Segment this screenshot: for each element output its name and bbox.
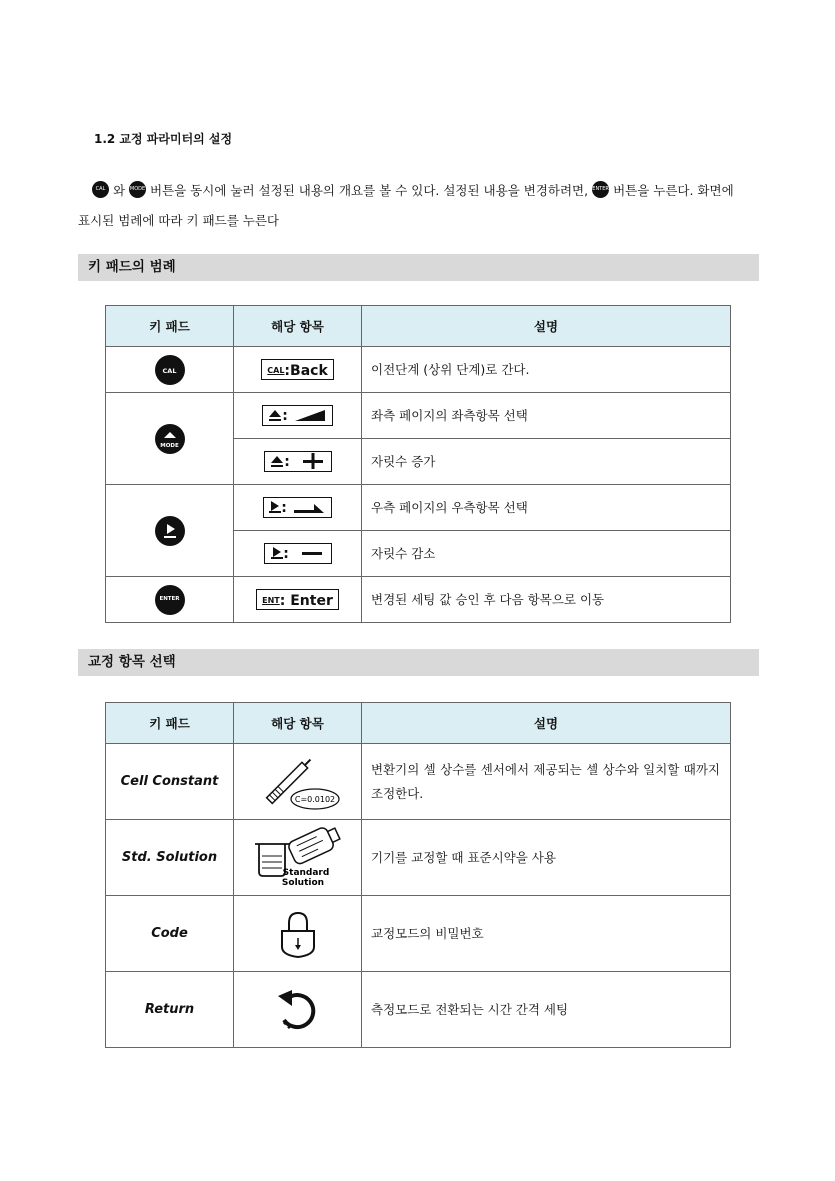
table-row: [106, 347, 731, 393]
icon-cell: [234, 972, 362, 1048]
intro-text-1: 와: [112, 183, 126, 198]
icon-cell: [234, 744, 362, 820]
table-row: [106, 896, 731, 972]
section-heading: 1.2 교정 파라미터의 설정: [94, 132, 233, 146]
header-item: 해당 항목: [234, 703, 362, 744]
mode-key-icon: MODE: [155, 424, 185, 454]
beaker-icon: [251, 826, 345, 890]
svg-text:Standard: Standard: [282, 867, 329, 878]
keypad-legend-table: [105, 305, 731, 623]
keypad-cell: [106, 577, 234, 623]
desc-cell: 측정모드로 전환되는 시간 간격 세팅: [362, 972, 731, 1048]
lcd-left-select: :: [262, 405, 332, 426]
lcd-increase: :: [264, 451, 332, 472]
desc-cell: 교정모드의 비밀번호: [362, 896, 731, 972]
calibration-items-table: [105, 702, 731, 1048]
probe-icon: [255, 751, 341, 813]
desc-cell: 변환기의 셀 상수를 센서에서 제공되는 셀 상수와 일치할 때까지 조정한다.: [362, 744, 731, 820]
header-desc: 설명: [362, 306, 731, 347]
intro-paragraph: [78, 176, 740, 236]
cal-button-icon: CAL: [92, 181, 109, 198]
desc-cell: 이전단계 (상위 단계)로 간다.: [362, 347, 731, 393]
item-name-cell: Return: [106, 972, 234, 1048]
desc-cell: 변경된 세팅 값 승인 후 다음 항목으로 이동: [362, 577, 731, 623]
minus-icon: [300, 545, 324, 561]
mode-button-icon: MODE: [129, 181, 146, 198]
item-name-cell: Code: [106, 896, 234, 972]
lcd-cell: [234, 439, 362, 485]
right-key-icon: [155, 516, 185, 546]
section-title-keypad-legend: 키 패드의 범례: [78, 254, 759, 281]
plus-icon: [301, 453, 325, 469]
lcd-enter-label: ENT: Enter: [256, 589, 339, 610]
desc-cell: 좌측 페이지의 좌측항목 선택: [362, 393, 731, 439]
intro-text-2: 버튼을 동시에 눌러 설정된 내용의 개요를 볼 수 있다. 설정된 내용을 변경하려면,: [150, 183, 589, 198]
lcd-back-label: CAL:Back: [261, 359, 334, 380]
cal-key-icon: CAL: [155, 355, 185, 385]
lcd-cell: [234, 393, 362, 439]
header-desc: 설명: [362, 703, 731, 744]
lcd-decrease: :: [264, 543, 332, 564]
svg-text:Solution: Solution: [281, 877, 324, 888]
keypad-cell: [106, 485, 234, 577]
desc-cell: 자릿수 증가: [362, 439, 731, 485]
table-header-row: [106, 703, 731, 744]
lcd-cell: [234, 347, 362, 393]
enter-key-icon: ENTER: [155, 585, 185, 615]
svg-text:C=0.0102: C=0.0102: [294, 794, 335, 804]
intro-text-3: 버튼을 누른다. 화면에 표시된 범례에 따라 키 패드를 누른다: [78, 183, 734, 228]
item-name-cell: Cell Constant: [106, 744, 234, 820]
keypad-cell: [106, 347, 234, 393]
header-item: 해당 항목: [234, 306, 362, 347]
table-header-row: [106, 306, 731, 347]
lcd-cell: [234, 577, 362, 623]
header-keypad: 키 패드: [106, 703, 234, 744]
lcd-cell: [234, 531, 362, 577]
table-row: [106, 744, 731, 820]
lcd-right-select: :: [263, 497, 331, 518]
lock-icon: [278, 909, 318, 959]
keypad-cell: [106, 393, 234, 485]
icon-cell: [234, 820, 362, 896]
table-row: [106, 577, 731, 623]
left-ramp-icon: [293, 408, 327, 422]
table-row: [106, 485, 731, 531]
enter-button-icon: ENTER: [592, 181, 609, 198]
right-ramp-icon: [292, 500, 326, 514]
desc-cell: 기기를 교정할 때 표준시약을 사용: [362, 820, 731, 896]
desc-cell: 우측 페이지의 우측항목 선택: [362, 485, 731, 531]
lcd-cell: [234, 485, 362, 531]
desc-cell: 자릿수 감소: [362, 531, 731, 577]
item-name-cell: Std. Solution: [106, 820, 234, 896]
table-row: [106, 972, 731, 1048]
table-row: [106, 820, 731, 896]
table-row: [106, 393, 731, 439]
return-icon: [274, 986, 322, 1034]
icon-cell: [234, 896, 362, 972]
header-keypad: 키 패드: [106, 306, 234, 347]
section-title-calibration-items: 교정 항목 선택: [78, 649, 759, 676]
